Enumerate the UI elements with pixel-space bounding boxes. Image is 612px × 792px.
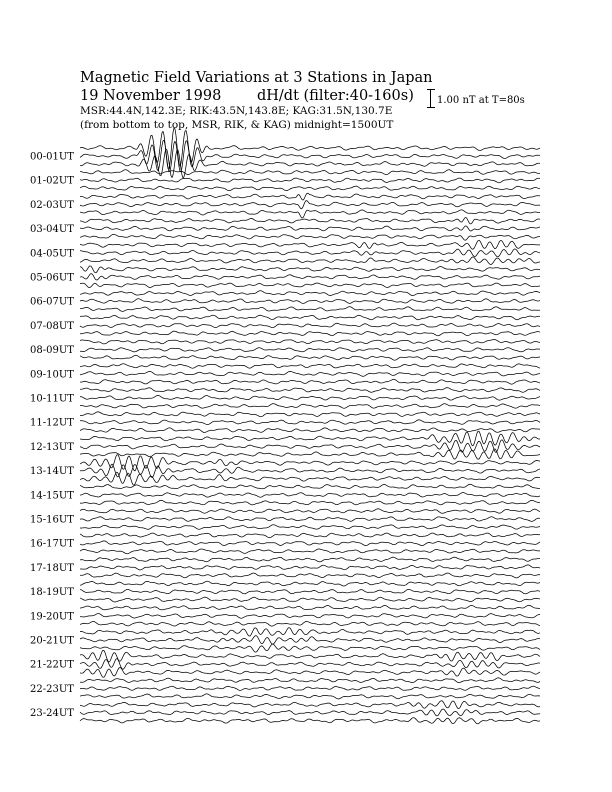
trace-16-17UT-KAG <box>80 533 540 538</box>
trace-23-24UT-KAG <box>80 701 540 709</box>
row-label-03-04UT: 03-04UT <box>30 224 74 236</box>
trace-07-08UT-MSR <box>80 331 540 336</box>
trace-17-18UT-KAG <box>80 557 540 562</box>
trace-03-04UT-KAG <box>80 218 540 224</box>
trace-14-15UT-KAG <box>80 484 540 488</box>
trace-04-05UT-KAG <box>80 240 540 249</box>
trace-20-21UT-RIK <box>80 636 540 645</box>
trace-18-19UT-KAG <box>80 581 540 586</box>
trace-11-12UT-MSR <box>80 428 540 433</box>
trace-07-08UT-KAG <box>80 315 540 320</box>
trace-09-10UT-MSR <box>80 379 540 384</box>
trace-22-23UT-MSR <box>80 694 540 699</box>
row-label-08-09UT: 08-09UT <box>30 345 74 357</box>
trace-10-11UT-RIK <box>80 395 540 400</box>
trace-17-18UT-MSR <box>80 573 540 578</box>
trace-05-06UT-MSR <box>80 283 540 288</box>
row-label-07-08UT: 07-08UT <box>30 320 74 332</box>
trace-08-09UT-KAG <box>80 340 540 344</box>
trace-21-22UT-KAG <box>80 650 540 662</box>
trace-22-23UT-RIK <box>80 686 540 690</box>
trace-05-06UT-RIK <box>80 274 540 280</box>
trace-12-13UT-MSR <box>80 449 540 459</box>
trace-07-08UT-RIK <box>80 323 540 328</box>
trace-16-17UT-RIK <box>80 541 540 546</box>
trace-19-20UT-RIK <box>80 614 540 619</box>
chart-title: Magnetic Field Variations at 3 Stations in Japan <box>80 70 433 86</box>
trace-02-03UT-KAG <box>80 193 540 200</box>
trace-09-10UT-RIK <box>80 371 540 376</box>
trace-14-15UT-RIK <box>80 493 540 498</box>
row-label-04-05UT: 04-05UT <box>30 248 74 260</box>
row-label-20-21UT: 20-21UT <box>30 635 74 647</box>
trace-06-07UT-RIK <box>80 299 540 304</box>
trace-04-05UT-MSR <box>80 257 540 265</box>
trace-00-01UT-KAG <box>80 128 540 168</box>
trace-12-13UT-KAG <box>80 431 540 446</box>
trace-06-07UT-MSR <box>80 307 540 312</box>
trace-21-22UT-RIK <box>80 659 540 670</box>
trace-01-02UT-MSR <box>80 186 540 191</box>
row-label-13-14UT: 13-14UT <box>30 466 74 478</box>
station-coordinates: MSR:44.4N,142.3E; RIK:43.5N,143.8E; KAG:31.5N,130.7E <box>80 105 393 117</box>
trace-08-09UT-MSR <box>80 355 540 360</box>
trace-10-11UT-MSR <box>80 404 540 409</box>
trace-13-14UT-KAG <box>80 455 540 471</box>
row-label-22-23UT: 22-23UT <box>30 683 74 695</box>
station-order-note: (from bottom to top, MSR, RIK, & KAG) midnight=1500UT <box>80 119 394 131</box>
row-label-00-01UT: 00-01UT <box>30 151 74 163</box>
trace-02-03UT-RIK <box>80 201 540 209</box>
trace-20-21UT-KAG <box>80 628 540 636</box>
trace-11-12UT-KAG <box>80 412 540 417</box>
trace-22-23UT-KAG <box>80 678 540 683</box>
trace-03-04UT-MSR <box>80 234 540 240</box>
row-label-06-07UT: 06-07UT <box>30 296 74 308</box>
row-label-14-15UT: 14-15UT <box>30 490 74 502</box>
trace-13-14UT-MSR <box>80 472 540 485</box>
trace-18-19UT-MSR <box>80 597 540 602</box>
row-label-09-10UT: 09-10UT <box>30 369 74 381</box>
chart-filter: dH/dt (filter:40-160s) <box>257 88 414 104</box>
trace-01-02UT-RIK <box>80 178 540 183</box>
chart-date: 19 November 1998 <box>80 88 222 104</box>
trace-02-03UT-MSR <box>80 210 540 218</box>
row-label-17-18UT: 17-18UT <box>30 562 74 574</box>
trace-03-04UT-RIK <box>80 226 540 231</box>
row-label-11-12UT: 11-12UT <box>30 417 74 429</box>
trace-15-16UT-RIK <box>80 517 540 522</box>
trace-19-20UT-KAG <box>80 605 540 610</box>
row-label-05-06UT: 05-06UT <box>30 272 74 284</box>
row-label-23-24UT: 23-24UT <box>30 708 74 720</box>
row-label-10-11UT: 10-11UT <box>30 393 74 405</box>
trace-00-01UT-MSR <box>80 149 540 178</box>
trace-10-11UT-KAG <box>80 388 540 393</box>
row-label-02-03UT: 02-03UT <box>30 199 74 211</box>
trace-21-22UT-MSR <box>80 668 540 678</box>
trace-16-17UT-MSR <box>80 549 540 554</box>
trace-15-16UT-MSR <box>80 525 540 530</box>
scale-label: 1.00 nT at T=80s <box>437 95 525 106</box>
trace-23-24UT-RIK <box>80 709 540 716</box>
trace-13-14UT-RIK <box>80 464 540 477</box>
row-label-12-13UT: 12-13UT <box>30 441 74 453</box>
trace-17-18UT-RIK <box>80 565 540 570</box>
row-label-01-02UT: 01-02UT <box>30 175 74 187</box>
trace-20-21UT-MSR <box>80 644 540 652</box>
row-label-18-19UT: 18-19UT <box>30 587 74 599</box>
trace-11-12UT-RIK <box>80 420 540 425</box>
trace-19-20UT-MSR <box>80 622 540 627</box>
row-label-21-22UT: 21-22UT <box>30 659 74 671</box>
trace-15-16UT-KAG <box>80 509 540 514</box>
trace-23-24UT-MSR <box>80 718 540 724</box>
trace-18-19UT-RIK <box>80 589 540 593</box>
trace-05-06UT-KAG <box>80 266 540 273</box>
trace-06-07UT-KAG <box>80 291 540 296</box>
trace-08-09UT-RIK <box>80 348 540 352</box>
trace-09-10UT-KAG <box>80 364 540 369</box>
row-label-16-17UT: 16-17UT <box>30 538 74 550</box>
row-label-15-16UT: 15-16UT <box>30 514 74 526</box>
row-label-19-20UT: 19-20UT <box>30 611 74 623</box>
trace-04-05UT-RIK <box>80 249 540 257</box>
trace-14-15UT-MSR <box>80 500 540 505</box>
